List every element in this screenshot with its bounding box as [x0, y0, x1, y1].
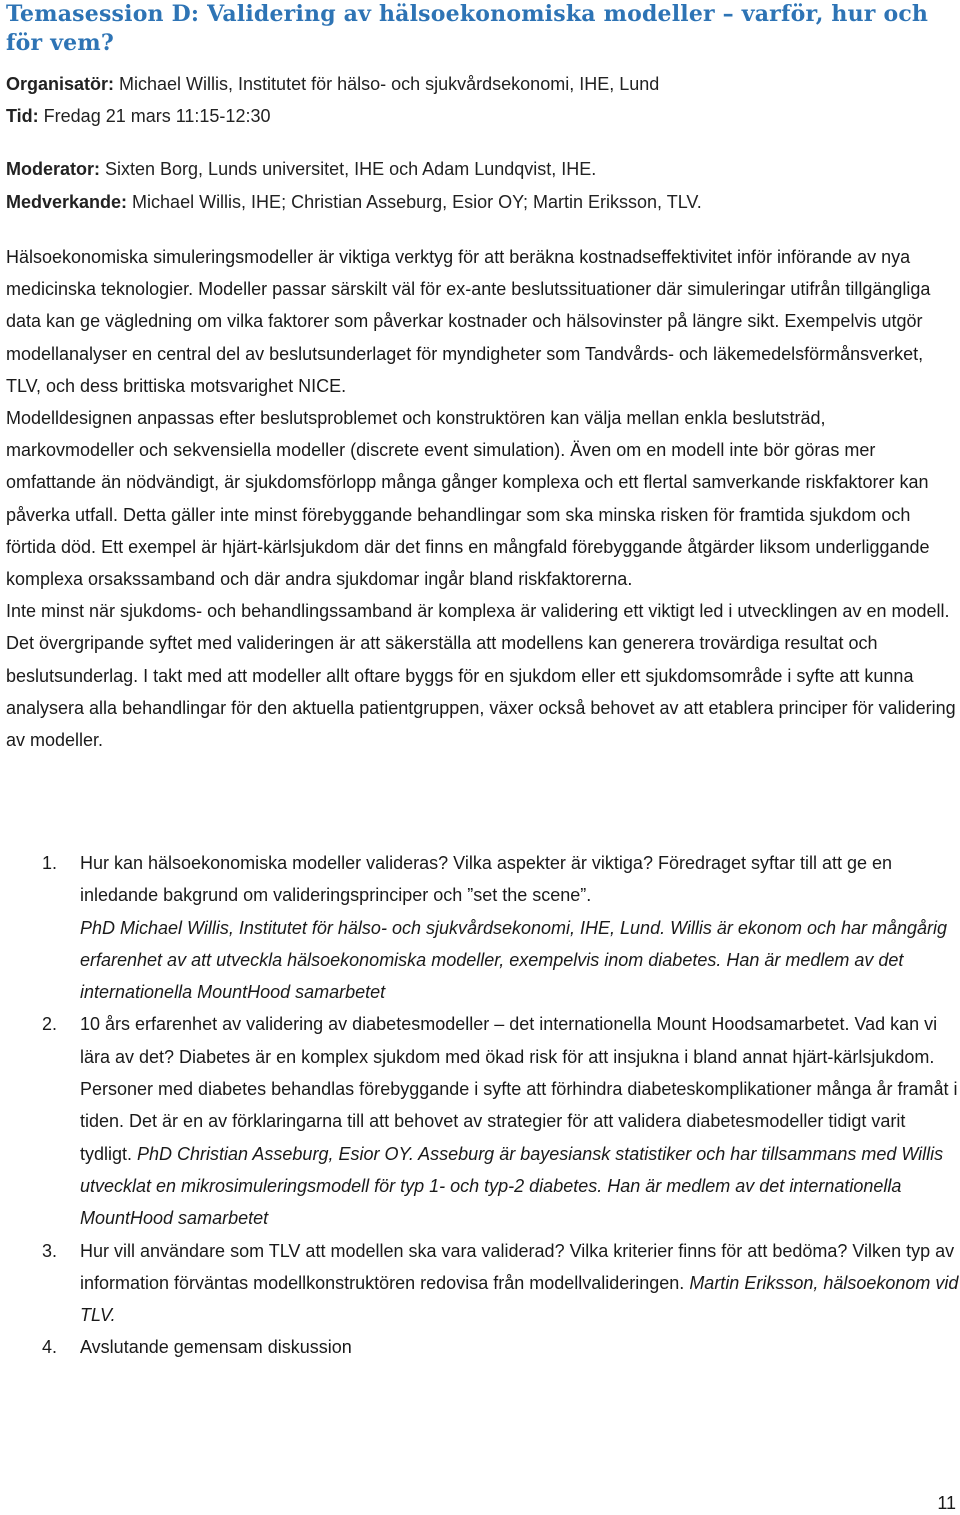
item-number: 2. — [42, 1014, 58, 1035]
item-number: 4. — [42, 1337, 58, 1358]
item-text: Hur kan hälsoekonomiska modeller valideras? Vilka aspekter är viktiga? Föredraget syftar till att ge en inledande bakgrund om valideringsprinciper och ”set the scene”. — [80, 853, 893, 906]
organizer-value: Michael Willis, Institutet för hälso- och sjukvårdsekonomi, IHE, Lund — [114, 74, 660, 94]
session-title: Temasession D: Validering av hälsoekonomiska modeller – varför, hur och för vem? — [6, 1, 929, 56]
paragraph: Modelldesignen anpassas efter beslutsproblemet och konstruktören kan välja mellan enkla beslutsträd, markovmodeller och sekvensiella modeller (discrete event simulation). Även om en modell inte bör göras mer omfattande än nödvändigt, är sjukdomsförlopp många gånger komplexa och ett flertal samverkande riskfaktorer kan påverka utfall. Detta gäller inte minst förebyggande behandlingar som ska minska risken för framtida sjukdom och förtida död. Ett exempel är hjärt-kärlsjukdom där det finns en mångfald förebyggande åtgärder liksom underliggande komplexa orsakssamband och där andra sjukdomar ingår bland riskfaktorerna. — [6, 408, 930, 590]
speaker-info: PhD Michael Willis, Institutet för hälso- och sjukvårdsekonomi, IHE, Lund. Willis är ekonom och har mångårig erfarenhet av att utveckla hälsoekonomiska modeller, exempelvis inom diabetes. Han är medlem av det internationella MountHood samarbetet — [80, 917, 948, 1003]
participants-line — [6, 186, 956, 218]
moderator-label: Moderator: — [6, 159, 100, 179]
item-text: 10 års erfarenhet av validering av diabetesmodeller – det internationella Mount Hoodsamarbetet. Vad kan vi lära av det? Diabetes är en komplex sjukdom med ökad risk för att insjukna i bland annat hjärt-kärlsjukdom. Personer med diabetes behandlas förebyggande i syfte att förhindra diabeteskomplikationer många år framåt i tiden. Det är en av förklaringarna till att behovet av strategier för att validera diabetesmodeller tidigt varit tydligt. — [80, 1014, 958, 1164]
moderator-value: Sixten Borg, Lunds universitet, IHE och Adam Lundqvist, IHE. — [100, 159, 597, 179]
speaker-info: Martin Eriksson, hälsoekonom vid TLV. — [80, 1272, 959, 1326]
time-value: Fredag 21 mars 11:15-12:30 — [38, 106, 271, 126]
agenda-item — [6, 847, 960, 1008]
agenda-item — [6, 1235, 960, 1332]
paragraph: Inte minst när sjukdoms- och behandlingssamband är komplexa är validering ett viktigt led i utvecklingen av en modell. Det övergripande syftet med valideringen är att säkerställa att modellens kan generera trovärdiga resultat och beslutsunderlag. I takt med att modeller allt oftare byggs för en sjukdom eller ett sjukdomsområde i syfte att kunna analysera alla behandlingar för den aktuella patientgruppen, växer också behovet av att etablera principer för validering av modeller. — [6, 601, 956, 751]
agenda-item — [6, 1331, 960, 1363]
item-text: Hur vill användare som TLV att modellen ska vara validerad? Vilka kriterier finns för att bedöma? Vilken typ av information förväntas modellkonstruktören redovisa från modellvalideringen. — [80, 1240, 955, 1293]
organizer-label: Organisatör: — [6, 74, 115, 94]
time-label: Tid: — [6, 106, 39, 126]
item-number: 3. — [42, 1240, 58, 1261]
agenda-list — [6, 847, 960, 1364]
time-line — [6, 100, 956, 132]
item-number: 1. — [42, 853, 58, 873]
participants-value: Michael Willis, IHE; Christian Asseburg, Esior OY; Martin Eriksson, TLV. — [127, 192, 702, 212]
moderator-line — [6, 153, 956, 185]
item-text: Avslutande gemensam diskussion — [80, 1337, 352, 1358]
paragraph: Hälsoekonomiska simuleringsmodeller är viktiga verktyg för att beräkna kostnadseffektivitet inför införande av nya medicinska teknologier. Modeller passar särskilt väl för ex-ante beslutssituationer där simuleringar utifrån tillgängliga data kan ge vägledning om vilka faktorer som påverkar kostnader och hälsovinster på längre sikt. Exempelvis utgör modellanalyser en central del av beslutsunderlaget för myndigheter som Tandvårds- och läkemedelsförmånsverket, TLV, och dess brittiska motsvarighet NICE. — [6, 247, 931, 396]
page-number: 11 — [937, 1493, 956, 1513]
participants-label: Medverkande: — [6, 192, 128, 212]
intro-text — [6, 241, 958, 756]
agenda-item — [6, 1008, 960, 1234]
speaker-info: PhD Christian Asseburg, Esior OY. Asseburg är bayesiansk statistiker och har tillsammans med Willis utvecklat en mikrosimuleringsmodell för typ 1- och typ-2 diabetes. Han är medlem av det internationella MountHood samarbetet — [80, 1143, 944, 1229]
organizer-line — [6, 68, 956, 100]
